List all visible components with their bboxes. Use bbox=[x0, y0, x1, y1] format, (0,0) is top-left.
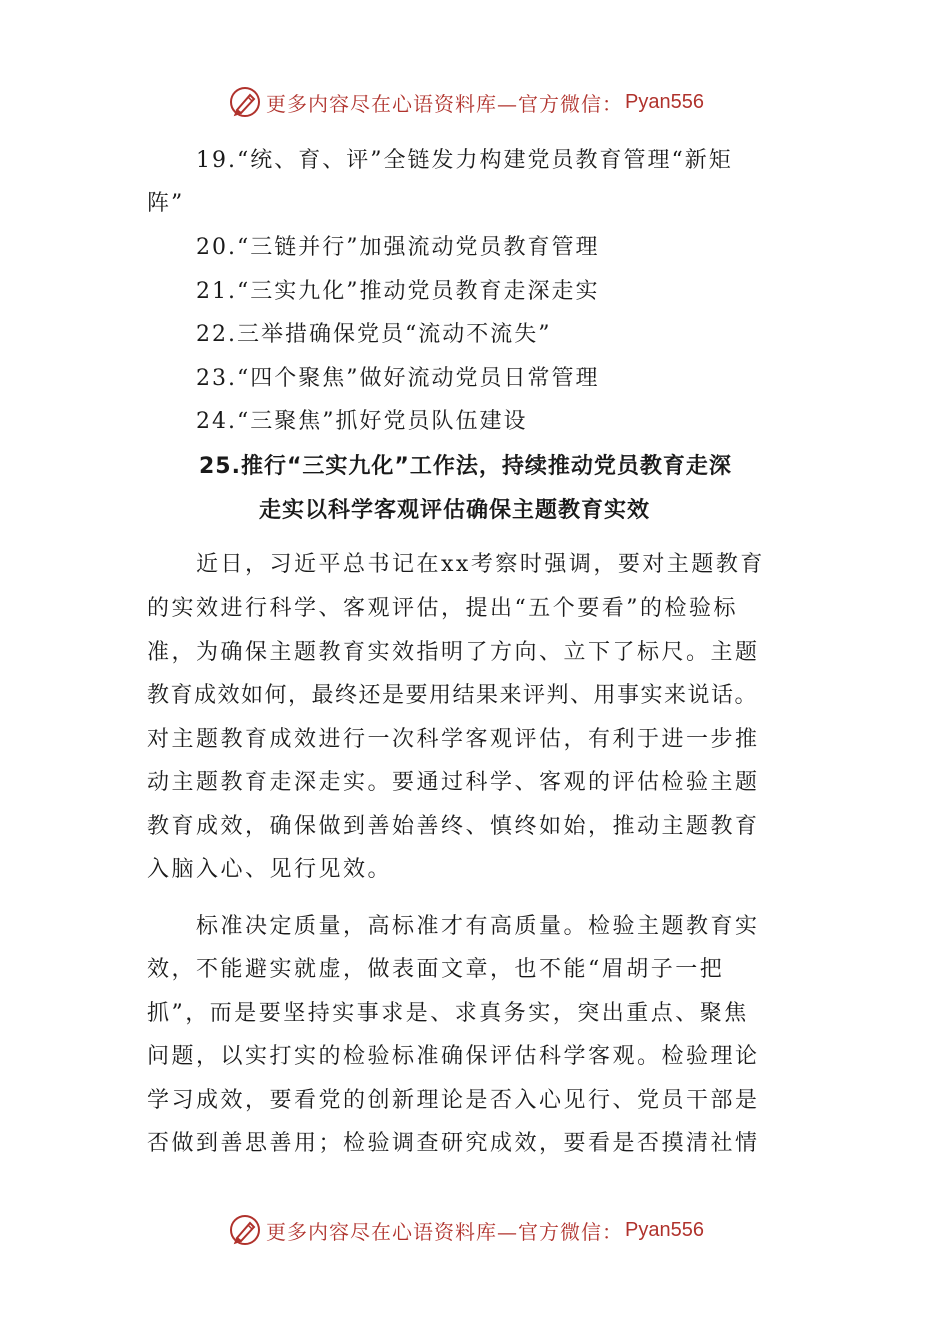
paragraph-1-line: 动主题教育走深走实。要通过科学、客观的评估检验主题 bbox=[147, 770, 760, 795]
paragraph-2-line: 效，不能避实就虚，做表面文章，也不能“眉胡子一把 bbox=[147, 957, 725, 982]
paragraph-1-line: 准，为确保主题教育实效指明了方向、立下了标尺。主题 bbox=[147, 640, 760, 665]
section-heading-line-2: 走实以科学客观评估确保主题教育实效 bbox=[259, 498, 651, 523]
list-item-19-line-1: 19.“统、育、评”全链发力构建党员教育管理“新矩 bbox=[196, 148, 733, 173]
paragraph-2-line: 抓”，而是要坚持实事求是、求真务实，突出重点、聚焦 bbox=[147, 1001, 749, 1026]
paragraph-1-line: 近日，习近平总书记在xx考察时强调，要对主题教育 bbox=[196, 552, 765, 577]
list-item-22: 22.三举措确保党员“流动不流失” bbox=[196, 322, 552, 347]
watermark-text: 更多内容尽在心语资料库—官方微信： bbox=[266, 91, 623, 116]
paragraph-1-line: 的实效进行科学、客观评估，提出“五个要看”的检验标 bbox=[147, 596, 738, 621]
watermark-banner-top bbox=[228, 82, 704, 122]
list-item-24: 24.“三聚焦”抓好党员队伍建设 bbox=[196, 409, 528, 434]
list-item-21: 21.“三实九化”推动党员教育走深走实 bbox=[196, 279, 600, 304]
list-item-19-line-2: 阵” bbox=[147, 191, 185, 216]
list-item-23: 23.“四个聚焦”做好流动党员日常管理 bbox=[196, 366, 600, 391]
paragraph-2-line: 否做到善思善用；检验调查研究成效，要看是否摸清社情 bbox=[147, 1131, 760, 1156]
watermark-banner-bottom bbox=[228, 1210, 704, 1250]
watermark-text: 更多内容尽在心语资料库—官方微信： bbox=[266, 1219, 623, 1244]
list-item-20: 20.“三链并行”加强流动党员教育管理 bbox=[196, 235, 600, 260]
paragraph-1-line: 入脑入心、见行见效。 bbox=[147, 857, 393, 882]
pen-nib-icon bbox=[228, 1213, 262, 1247]
watermark-handle: Pyan556 bbox=[625, 1218, 704, 1241]
paragraph-2-line: 学习成效，要看党的创新理论是否入心见行、党员干部是 bbox=[147, 1088, 760, 1113]
paragraph-1-line: 教育成效如何，最终还是要用结果来评判、用事实来说话。 bbox=[147, 683, 759, 708]
paragraph-1-line: 教育成效，确保做到善始善终、慎终如始，推动主题教育 bbox=[147, 814, 760, 839]
section-heading-line-1: 25.推行“三实九化”工作法，持续推动党员教育走深 bbox=[199, 454, 732, 479]
paragraph-2-line: 问题，以实打实的检验标准确保评估科学客观。检验理论 bbox=[147, 1044, 760, 1069]
pen-nib-icon bbox=[228, 85, 262, 119]
paragraph-2-line: 标准决定质量，高标准才有高质量。检验主题教育实 bbox=[196, 914, 760, 939]
paragraph-1-line: 对主题教育成效进行一次科学客观评估，有利于进一步推 bbox=[147, 727, 760, 752]
watermark-handle: Pyan556 bbox=[625, 90, 704, 113]
